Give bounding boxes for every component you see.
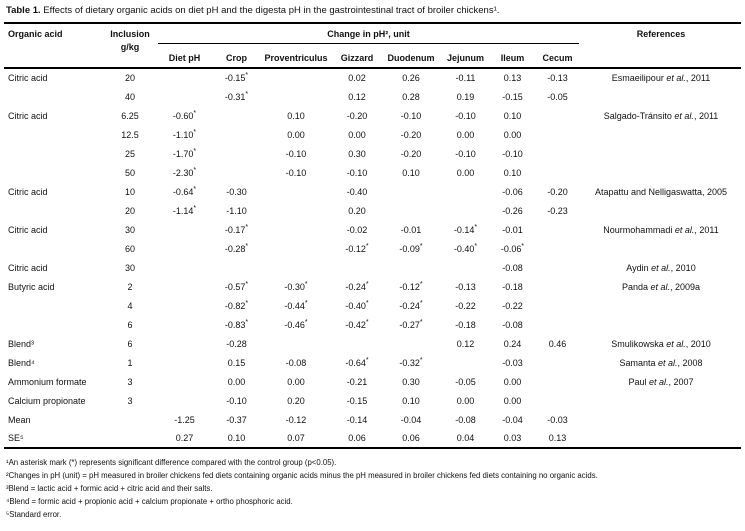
table-cell: 6 bbox=[127, 338, 133, 349]
footnote-2: ²Changes in pH (unit) = pH measured in broiler chickens fed diets containing organic acids minus the pH measured in broiler chickens fed diets containing no organic acids. bbox=[6, 471, 598, 480]
table-cell bbox=[4, 315, 104, 334]
table-row bbox=[4, 296, 741, 315]
table-cell: -0.42* bbox=[345, 318, 369, 330]
table-cell: -0.83* bbox=[224, 318, 249, 330]
table-cell bbox=[156, 372, 213, 391]
table-cell: 3 bbox=[127, 376, 133, 387]
column-header-ileum: Ileum bbox=[500, 53, 525, 63]
column-header-proventriculus: Proventriculus bbox=[264, 53, 328, 63]
table-cell: 2 bbox=[127, 281, 133, 292]
table-cell bbox=[581, 87, 741, 106]
table-cell bbox=[534, 296, 581, 315]
table-cell: 0.00 bbox=[348, 129, 366, 140]
table-cell bbox=[213, 258, 260, 277]
table-cell: -0.06* bbox=[500, 242, 525, 254]
column-header-crop: Crop bbox=[226, 53, 247, 63]
table-cell bbox=[581, 296, 741, 315]
table-cell: 0.27 bbox=[175, 433, 194, 443]
table-cell: -1.25 bbox=[174, 414, 195, 425]
table-cell: -0.10 bbox=[400, 110, 422, 121]
table-cell: -0.09* bbox=[399, 242, 423, 254]
table-cell bbox=[156, 391, 213, 410]
table-cell: Blend⁴ bbox=[8, 357, 35, 368]
table-cell: -0.04 bbox=[400, 414, 422, 425]
table-cell: 0.24 bbox=[503, 338, 522, 349]
table-cell: -0.23 bbox=[547, 205, 568, 216]
table-cell: 6 bbox=[127, 319, 133, 330]
table-cell: 0.00 bbox=[503, 376, 522, 387]
column-header-gizzard: Gizzard bbox=[340, 53, 374, 63]
table-cell: 40 bbox=[124, 91, 135, 102]
table-cell: 0.10 bbox=[503, 110, 522, 121]
table-cell: 0.26 bbox=[402, 73, 420, 83]
table-title-text: Effects of dietary organic acids on diet pH and the digesta pH in the gastrointestinal tract of broiler chickens¹. bbox=[40, 5, 500, 16]
table-cell bbox=[156, 68, 213, 87]
table-cell: SE⁵ bbox=[8, 433, 24, 443]
table-cell: 25 bbox=[124, 148, 135, 159]
footnote-4: ⁴Blend = formic acid + propionic acid + calcium propionate + ortho phosphoric acid. bbox=[6, 497, 293, 506]
table-cell: -0.24* bbox=[345, 280, 369, 292]
table-cell bbox=[260, 201, 332, 220]
table-cell bbox=[213, 106, 260, 125]
table-cell: Citric acid bbox=[8, 110, 48, 121]
table-cell: 0.13 bbox=[503, 73, 522, 83]
table-cell bbox=[581, 410, 741, 429]
table-cell: -0.10 bbox=[455, 110, 476, 121]
table-cell: -0.15 bbox=[502, 91, 523, 102]
table-cell: -0.60* bbox=[172, 109, 197, 121]
table-cell: -0.10 bbox=[226, 395, 247, 406]
table-cell: Citric acid bbox=[8, 73, 48, 83]
table-cell: -0.30 bbox=[226, 186, 247, 197]
table-header bbox=[4, 23, 741, 68]
table-cell bbox=[382, 182, 440, 201]
table-cell: -0.05 bbox=[547, 91, 568, 102]
table-cell: 0.12 bbox=[456, 338, 475, 349]
table-cell: 0.00 bbox=[456, 167, 475, 178]
table-cell: Mean bbox=[8, 414, 31, 425]
table-row bbox=[4, 125, 741, 144]
table-cell: Smulikowska et al., 2010 bbox=[611, 338, 711, 349]
table-cell: -0.26 bbox=[502, 205, 523, 216]
table-cell: -0.08 bbox=[502, 262, 523, 273]
table-cell: -0.15* bbox=[224, 72, 249, 83]
table-cell: 50 bbox=[124, 167, 135, 178]
table-cell bbox=[260, 334, 332, 353]
column-header-duodenum: Duodenum bbox=[387, 53, 435, 63]
column-header-jejunum: Jejunum bbox=[446, 53, 484, 63]
table-cell: -1.70* bbox=[172, 147, 197, 159]
table-cell: 0.06 bbox=[348, 433, 366, 443]
table-cell: -0.10 bbox=[455, 148, 476, 159]
table-body bbox=[4, 68, 741, 448]
table-cell bbox=[440, 353, 491, 372]
table-cell: 0.15 bbox=[227, 357, 246, 368]
table-cell: -0.27* bbox=[399, 318, 423, 330]
table-cell bbox=[156, 353, 213, 372]
table-cell: -0.03 bbox=[547, 414, 568, 425]
table-cell: -0.12* bbox=[399, 280, 423, 292]
table-cell: -0.12* bbox=[345, 242, 369, 254]
table-cell: -0.01 bbox=[502, 224, 523, 235]
table-cell: -1.14* bbox=[172, 204, 197, 216]
main-table bbox=[4, 22, 741, 449]
table-cell bbox=[581, 125, 741, 144]
column-header-references: References bbox=[636, 29, 686, 39]
table-cell: Calcium propionate bbox=[8, 395, 86, 406]
column-header-inclusion bbox=[104, 23, 156, 68]
table-row bbox=[4, 353, 741, 372]
table-cell bbox=[440, 201, 491, 220]
table-row bbox=[4, 372, 741, 391]
table-row bbox=[4, 182, 741, 201]
table-cell bbox=[4, 239, 104, 258]
table-cell: 0.19 bbox=[456, 91, 475, 102]
table-row bbox=[4, 201, 741, 220]
table-cell: -0.14 bbox=[346, 414, 368, 425]
table-cell: -0.10 bbox=[502, 148, 523, 159]
footnote-1: ¹An asterisk mark (*) represents significant difference compared with the control group (p<0.05). bbox=[6, 458, 337, 467]
table-cell: -0.18 bbox=[502, 281, 523, 292]
table-cell bbox=[534, 106, 581, 125]
table-cell: -0.01 bbox=[400, 224, 422, 235]
table-cell: 0.30 bbox=[348, 148, 366, 159]
table-cell: -0.31* bbox=[224, 90, 249, 102]
table-cell bbox=[260, 258, 332, 277]
table-cell bbox=[260, 182, 332, 201]
table-cell: 0.28 bbox=[402, 91, 420, 102]
table-cell bbox=[581, 429, 741, 448]
table-title-number: Table 1. bbox=[6, 5, 41, 16]
table-cell: 0.00 bbox=[287, 376, 305, 387]
table-cell bbox=[581, 163, 741, 182]
table-cell: 0.00 bbox=[503, 129, 522, 140]
table-cell bbox=[156, 87, 213, 106]
table-row bbox=[4, 87, 741, 106]
table-cell: -0.08 bbox=[285, 357, 307, 368]
table-row bbox=[4, 220, 741, 239]
table-cell: 0.00 bbox=[227, 376, 246, 387]
table-row bbox=[4, 239, 741, 258]
table-cell bbox=[260, 87, 332, 106]
column-group-change-in-ph bbox=[156, 23, 581, 44]
table-cell: -1.10 bbox=[226, 205, 247, 216]
table-cell: -0.03 bbox=[502, 357, 523, 368]
table-cell: -0.04 bbox=[502, 414, 523, 425]
table-row bbox=[4, 410, 741, 429]
table-cell: 0.46 bbox=[548, 338, 567, 349]
table-cell: -1.10* bbox=[172, 128, 197, 140]
footnotes bbox=[4, 456, 741, 521]
table-cell: 10 bbox=[124, 186, 135, 197]
table-cell: -0.13 bbox=[455, 281, 476, 292]
table-cell: -0.17* bbox=[224, 223, 249, 235]
table-row bbox=[4, 391, 741, 410]
table-cell: 0.00 bbox=[503, 395, 522, 406]
table-cell: -0.10 bbox=[346, 167, 368, 178]
table-cell bbox=[104, 429, 156, 448]
table-cell: -0.20 bbox=[346, 110, 368, 121]
table-cell: 1 bbox=[127, 357, 133, 368]
table-cell: -0.40* bbox=[345, 299, 369, 311]
table-cell: Panda et al., 2009a bbox=[621, 281, 701, 292]
table-cell bbox=[382, 258, 440, 277]
table-cell: -0.13 bbox=[547, 73, 568, 83]
table-cell: Blend³ bbox=[8, 338, 35, 349]
table-cell bbox=[260, 68, 332, 87]
table-cell: -0.64* bbox=[345, 356, 369, 368]
table-cell: Atapattu and Nelligaswatta, 2005 bbox=[594, 186, 728, 197]
table-cell: -0.10 bbox=[285, 148, 307, 159]
table-cell bbox=[534, 277, 581, 296]
table-cell: -0.24* bbox=[399, 299, 423, 311]
table-cell: -0.05 bbox=[455, 376, 476, 387]
table-cell bbox=[534, 315, 581, 334]
table-cell bbox=[534, 258, 581, 277]
table-cell: -0.18 bbox=[455, 319, 476, 330]
table-cell bbox=[213, 125, 260, 144]
table-cell bbox=[156, 315, 213, 334]
table-cell: 0.00 bbox=[456, 129, 475, 140]
table-cell bbox=[534, 372, 581, 391]
table-cell bbox=[534, 163, 581, 182]
table-cell: -0.12 bbox=[285, 414, 307, 425]
table-cell bbox=[260, 220, 332, 239]
table-cell: 0.02 bbox=[348, 73, 366, 83]
table-row bbox=[4, 144, 741, 163]
table-cell: -0.46* bbox=[284, 318, 308, 330]
table-cell: 0.10 bbox=[503, 167, 522, 178]
table-cell: -0.32* bbox=[399, 356, 423, 368]
column-header-diet-ph: Diet pH bbox=[168, 53, 201, 63]
table-cell: Aydin et al., 2010 bbox=[626, 262, 696, 273]
table-cell: 20 bbox=[124, 73, 135, 83]
table-cell: 3 bbox=[127, 395, 133, 406]
table-cell: 12.5 bbox=[121, 129, 139, 140]
table-cell bbox=[213, 163, 260, 182]
table-cell: -0.30* bbox=[284, 280, 308, 292]
table-cell: 30 bbox=[124, 224, 135, 235]
table-cell bbox=[581, 315, 741, 334]
column-header-inclusion-line1: Inclusion bbox=[110, 29, 150, 39]
table-cell: -0.06 bbox=[502, 186, 523, 197]
table-cell: 0.10 bbox=[402, 167, 420, 178]
table-cell: -0.64* bbox=[172, 185, 197, 197]
table-cell: -0.20 bbox=[400, 129, 422, 140]
footnote-3: ³Blend = lactic acid + formic acid + citric acid and their salts. bbox=[6, 484, 213, 493]
table-cell: 0.12 bbox=[348, 91, 366, 102]
table-cell bbox=[581, 144, 741, 163]
table-row bbox=[4, 334, 741, 353]
table-cell bbox=[382, 334, 440, 353]
table-cell: -0.57* bbox=[224, 280, 249, 292]
table-cell bbox=[534, 144, 581, 163]
table-cell: 0.00 bbox=[287, 129, 305, 140]
table-row bbox=[4, 429, 741, 448]
table-cell: 0.03 bbox=[503, 433, 522, 443]
table-cell: -0.40 bbox=[346, 186, 368, 197]
table-cell: Samanta et al., 2008 bbox=[619, 357, 703, 368]
table-cell: -0.40* bbox=[453, 242, 478, 254]
table-cell: 20 bbox=[124, 205, 135, 216]
table-cell: 0.30 bbox=[402, 376, 420, 387]
table-cell: -0.20 bbox=[547, 186, 568, 197]
table-row bbox=[4, 106, 741, 125]
table-cell: 0.10 bbox=[227, 433, 246, 443]
table-cell bbox=[4, 296, 104, 315]
table-cell: -0.15 bbox=[346, 395, 368, 406]
table-cell bbox=[4, 163, 104, 182]
table-cell bbox=[4, 87, 104, 106]
table-cell bbox=[156, 296, 213, 315]
table-cell bbox=[104, 410, 156, 429]
table-cell: -0.08 bbox=[502, 319, 523, 330]
table-cell bbox=[156, 277, 213, 296]
table-cell: -0.11 bbox=[455, 73, 476, 83]
table-cell: Paul et al., 2007 bbox=[628, 376, 694, 387]
table-cell: -0.44* bbox=[284, 299, 308, 311]
table-cell: 0.13 bbox=[548, 433, 567, 443]
table-cell: 0.10 bbox=[287, 110, 305, 121]
table-cell bbox=[156, 258, 213, 277]
table-cell bbox=[156, 334, 213, 353]
table-row bbox=[4, 315, 741, 334]
table-title bbox=[4, 5, 741, 17]
column-group-change-in-ph-label: Change in pH², unit bbox=[158, 29, 579, 44]
table-cell: 6.25 bbox=[121, 110, 139, 121]
table-row bbox=[4, 68, 741, 87]
table-cell: -0.22 bbox=[455, 300, 476, 311]
column-header-cecum: Cecum bbox=[542, 53, 573, 63]
table-row bbox=[4, 277, 741, 296]
column-header-organic-acid: Organic acid bbox=[8, 29, 63, 39]
table-cell: 0.20 bbox=[348, 205, 366, 216]
table-cell: 0.10 bbox=[402, 395, 420, 406]
table-cell: -2.30* bbox=[172, 166, 197, 178]
table-cell bbox=[534, 125, 581, 144]
table-cell: 60 bbox=[124, 243, 135, 254]
table-cell: -0.22 bbox=[502, 300, 523, 311]
table-cell bbox=[332, 258, 382, 277]
table-cell bbox=[581, 391, 741, 410]
table-cell bbox=[156, 220, 213, 239]
table-cell bbox=[260, 239, 332, 258]
table-row bbox=[4, 163, 741, 182]
table-cell bbox=[581, 201, 741, 220]
table-cell: Esmaeilipour et al., 2011 bbox=[611, 73, 711, 83]
table-cell: -0.28* bbox=[224, 242, 249, 254]
column-header-inclusion-unit: g/kg bbox=[120, 42, 140, 52]
table-cell: -0.20 bbox=[400, 148, 422, 159]
table-cell bbox=[534, 220, 581, 239]
table-cell: -0.28 bbox=[226, 338, 247, 349]
footnote-5: ⁵Standard error. bbox=[6, 510, 62, 519]
table-cell: -0.21 bbox=[346, 376, 368, 387]
table-cell: -0.08 bbox=[455, 414, 476, 425]
table-cell bbox=[156, 239, 213, 258]
table-cell: Citric acid bbox=[8, 224, 48, 235]
table-cell: -0.10 bbox=[285, 167, 307, 178]
table-cell: 0.20 bbox=[287, 395, 305, 406]
table-cell: Nourmohammadi et al., 2011 bbox=[603, 224, 719, 235]
table-cell: 30 bbox=[124, 262, 135, 273]
table-cell: -0.02 bbox=[346, 224, 368, 235]
table-cell bbox=[332, 334, 382, 353]
table-cell: 0.07 bbox=[287, 433, 305, 443]
table-cell bbox=[213, 144, 260, 163]
table-cell: -0.82* bbox=[224, 299, 249, 311]
table-cell: 0.00 bbox=[456, 395, 475, 406]
table-cell: -0.37 bbox=[226, 414, 247, 425]
table-cell bbox=[440, 258, 491, 277]
table-cell: Butyric acid bbox=[8, 281, 55, 292]
table-cell: 0.06 bbox=[402, 433, 420, 443]
table-cell: 4 bbox=[127, 300, 133, 311]
table-cell bbox=[440, 182, 491, 201]
table-cell bbox=[4, 125, 104, 144]
table-cell: Ammonium formate bbox=[8, 376, 87, 387]
table-cell: -0.14* bbox=[453, 223, 478, 235]
table-cell bbox=[581, 239, 741, 258]
table-row bbox=[4, 258, 741, 277]
table-cell bbox=[4, 201, 104, 220]
table-cell: Citric acid bbox=[8, 262, 48, 273]
table-cell bbox=[4, 144, 104, 163]
table-cell bbox=[534, 391, 581, 410]
table-cell: Salgado-Tránsito et al., 2011 bbox=[603, 110, 719, 121]
table-cell bbox=[534, 353, 581, 372]
table-cell bbox=[382, 201, 440, 220]
table-cell bbox=[534, 239, 581, 258]
table-cell: 0.04 bbox=[456, 433, 475, 443]
table-cell: Citric acid bbox=[8, 186, 48, 197]
